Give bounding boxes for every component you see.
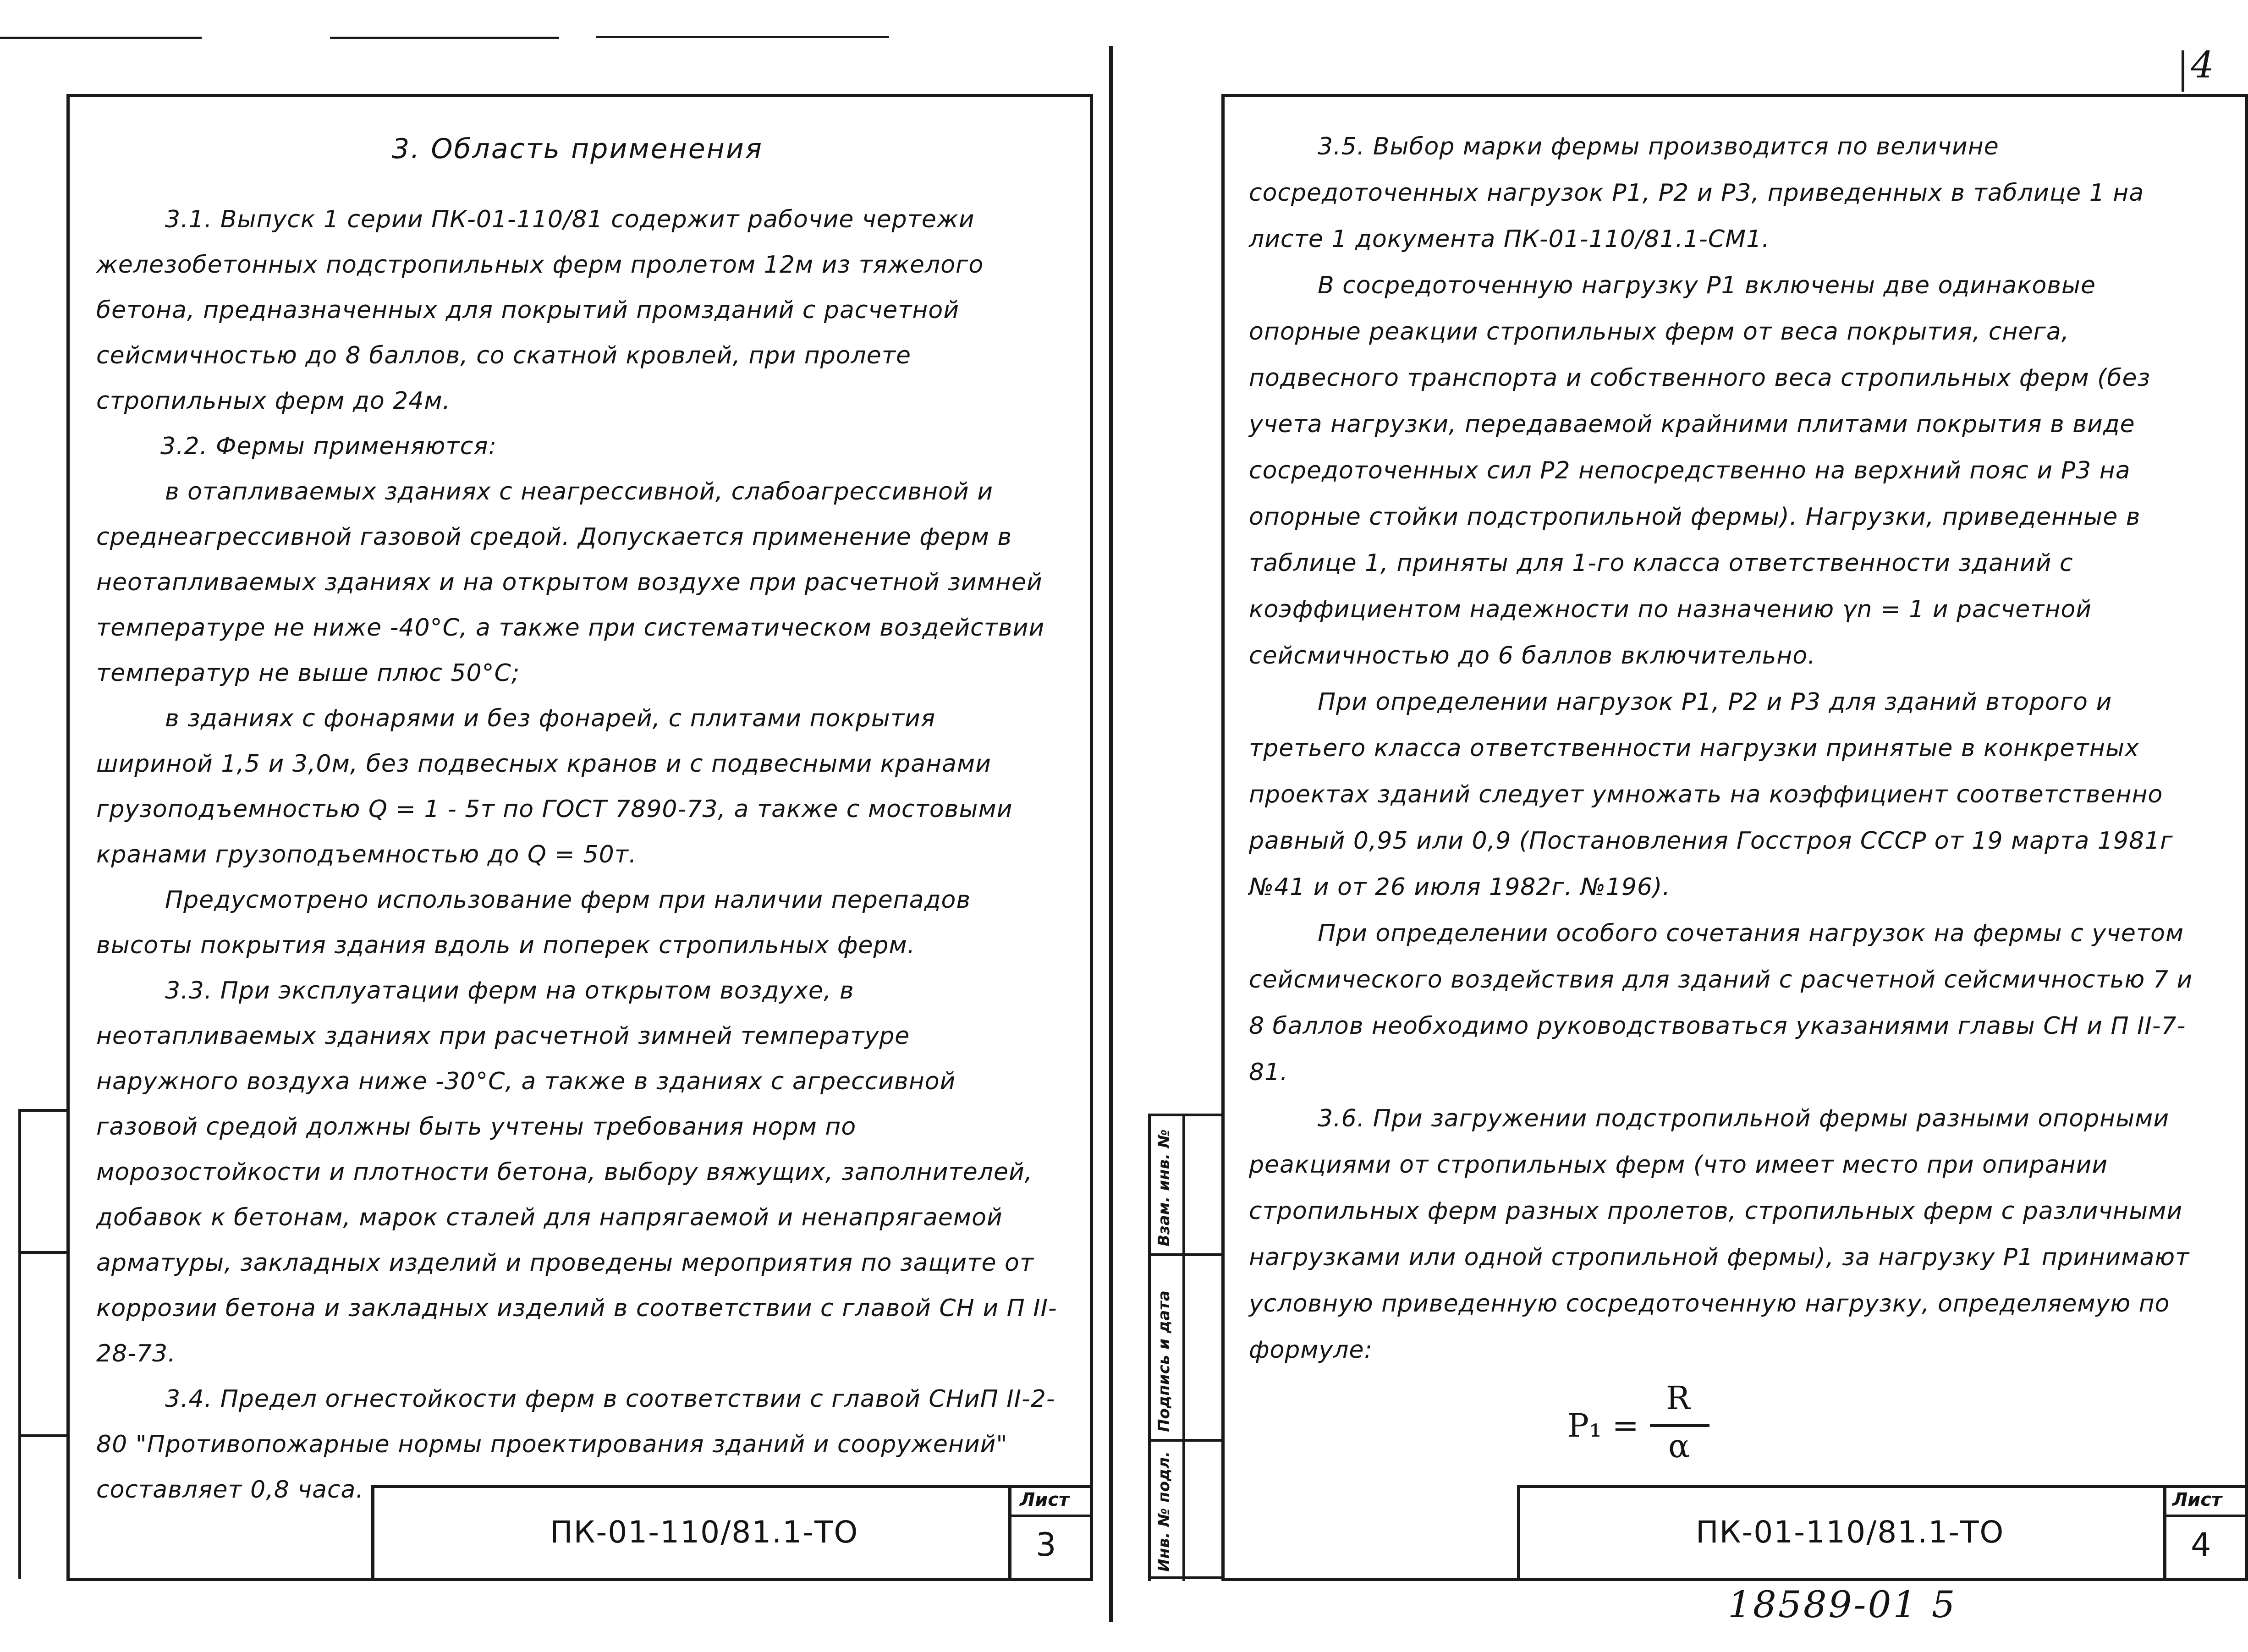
left-page-body: [96, 197, 1059, 1513]
top-rule-mid: [330, 37, 559, 39]
left-sheet-cell-divider: [1008, 1515, 1093, 1517]
right-strip-rule-b: [1148, 1439, 1224, 1442]
page-number-rule: [2182, 50, 2184, 92]
page-number: 4: [2191, 44, 2216, 86]
paragraph-heated-buildings: в отапливаемых зданиях с неагрессивной, слабоагрессивной и среднеагрессивной газовой средой. Допускается применение ферм в неотапливаемых зданиях и на открытом воздухе при расчетной зимней температуре не ниже -40°С, а также при систематическом воздействии температур не выше плюс 50°С;: [96, 478, 1045, 687]
paragraph-load-classes: При определении нагрузок P1, P2 и P3 для зданий второго и третьего класса ответственности нагрузки принятые в конкретных проектах зданий следует умножать на коэффициент соответственно равный 0,95 или 0,9 (Постановления Госстроя СССР от 19 марта 1981г №41 и от 26 июля 1982г. №196).: [1249, 688, 2173, 901]
formula-numerator: R: [1666, 1379, 1690, 1417]
left-document-code: ПК-01-110/81.1-ТО: [550, 1515, 859, 1550]
right-sheet-cell-divider: [2163, 1515, 2248, 1517]
formula-denominator: α: [1668, 1427, 1690, 1465]
right-strip-bottom: [1148, 1576, 1224, 1579]
left-strip-edge: [18, 1109, 21, 1579]
archive-number: 18589-01 5: [1728, 1583, 1957, 1626]
right-strip-rule-top: [1148, 1114, 1224, 1116]
top-rule-right: [596, 36, 889, 38]
replacement-inventory-label: Взам. инв. №: [1155, 1129, 1173, 1246]
right-page-body: [1249, 124, 2211, 1373]
paragraph-3-5: 3.5. Выбор марки фермы производится по величине сосредоточенных нагрузок P1, P2 и P3, приведенных в таблице 1 на листе 1 документа ПК-01-110/81.1-СМ1.: [1249, 133, 2144, 253]
signature-date-label: Подпись и дата: [1155, 1290, 1173, 1432]
load-formula: [1567, 1379, 1751, 1471]
left-strip-rule-b: [18, 1434, 69, 1437]
left-strip-rule-a: [18, 1251, 69, 1254]
inventory-original-label: Инв. № подл.: [1155, 1451, 1173, 1572]
left-strip-rule-top: [18, 1109, 69, 1112]
right-document-code: ПК-01-110/81.1-ТО: [1696, 1515, 2005, 1550]
paragraph-3-4: 3.4. Предел огнестойкости ферм в соответствии с главой СНиП II-2-80 "Противопожарные нормы проектирования зданий и сооружений" составляет 0,8 часа.: [96, 1385, 1055, 1504]
left-sheet-number: 3: [1036, 1526, 1056, 1564]
right-sheet-label: Лист: [2172, 1489, 2222, 1510]
right-strip-inner: [1182, 1114, 1185, 1581]
formula-lhs: P₁ =: [1567, 1407, 1639, 1444]
paragraph-3-3: 3.3. При эксплуатации ферм на открытом воздухе, в неотапливаемых зданиях при расчетной зимней температуре наружного воздуха ниже -30°С, а также в зданиях с агрессивной газовой средой должны быть учтены требования норм по морозостойкости и плотности бетона, выбору вяжущих, заполнителей, добавок к бетонам, марок сталей для напрягаемой и ненапрягаемой арматуры, закладных изделий и проведены мероприятия по защите от коррозии бетона и закладных изделий в соответствии с главой СН и П II-28-73.: [96, 977, 1057, 1367]
paragraph-load-p1: В сосредоточенную нагрузку P1 включены две одинаковые опорные реакции стропильных ферм от веса покрытия, снега, подвесного транспорта и собственного веса стропильных ферм (без учета нагрузки, передаваемой крайними плитами покрытия в виде сосредоточенных сил P2 непосредственно на верхний пояс и P3 на опорные стойки подстропильной фермы). Нагрузки, приведенные в таблице 1, приняты для 1-го класса ответственности зданий с коэффициентом надежности по назначению γn = 1 и расчетной сейсмичностью до 6 баллов включительно.: [1249, 272, 2151, 670]
left-sheet-label: Лист: [1020, 1489, 1070, 1510]
paragraph-seismic: При определении особого сочетания нагрузок на фермы с учетом сейсмического воздействия для зданий с расчетной сейсмичностью 7 и 8 баллов необходимо руководствоваться указаниями главы СН и П II-7-81.: [1249, 920, 2193, 1086]
paragraph-height-drops: Предусмотрено использование ферм при наличии перепадов высоты покрытия здания вдоль и поперек стропильных ферм.: [96, 886, 971, 959]
top-rule-left: [0, 37, 202, 39]
paragraph-3-2: 3.2. Фермы применяются:: [160, 433, 497, 460]
formula-fraction-bar: [1650, 1424, 1709, 1427]
right-sheet-number: 4: [2191, 1526, 2211, 1564]
paragraph-skylights: в зданиях с фонарями и без фонарей, с плитами покрытия шириной 1,5 и 3,0м, без подвесных кранов и с подвесными кранами грузоподъемностью Q = 1 - 5т по ГОСТ 7890-73, а также с мостовыми кранами грузоподъемностью до Q = 50т.: [96, 705, 1013, 868]
page-divider: [1109, 46, 1113, 1622]
section-heading: 3. Область применения: [392, 133, 763, 165]
paragraph-3-1: 3.1. Выпуск 1 серии ПК-01-110/81 содержит рабочие чертежи железобетонных подстропильных ферм пролетом 12м из тяжелого бетона, предназначенных для покрытий промзданий с расчетной сейсмичностью до 8 баллов, со скатной кровлей, при пролете стропильных ферм до 24м.: [96, 206, 984, 415]
right-strip-rule-a: [1148, 1253, 1224, 1256]
right-strip-edge: [1148, 1114, 1151, 1581]
paragraph-3-6: 3.6. При загружении подстропильной фермы разными опорными реакциями от стропильных ферм (что имеет место при опирании стропильных ферм разных пролетов, стропильных ферм с различными нагрузками или одной стропильной фермы), за нагрузку P1 принимают условную приведенную сосредоточенную нагрузку, определяемую по формуле:: [1249, 1105, 2190, 1364]
